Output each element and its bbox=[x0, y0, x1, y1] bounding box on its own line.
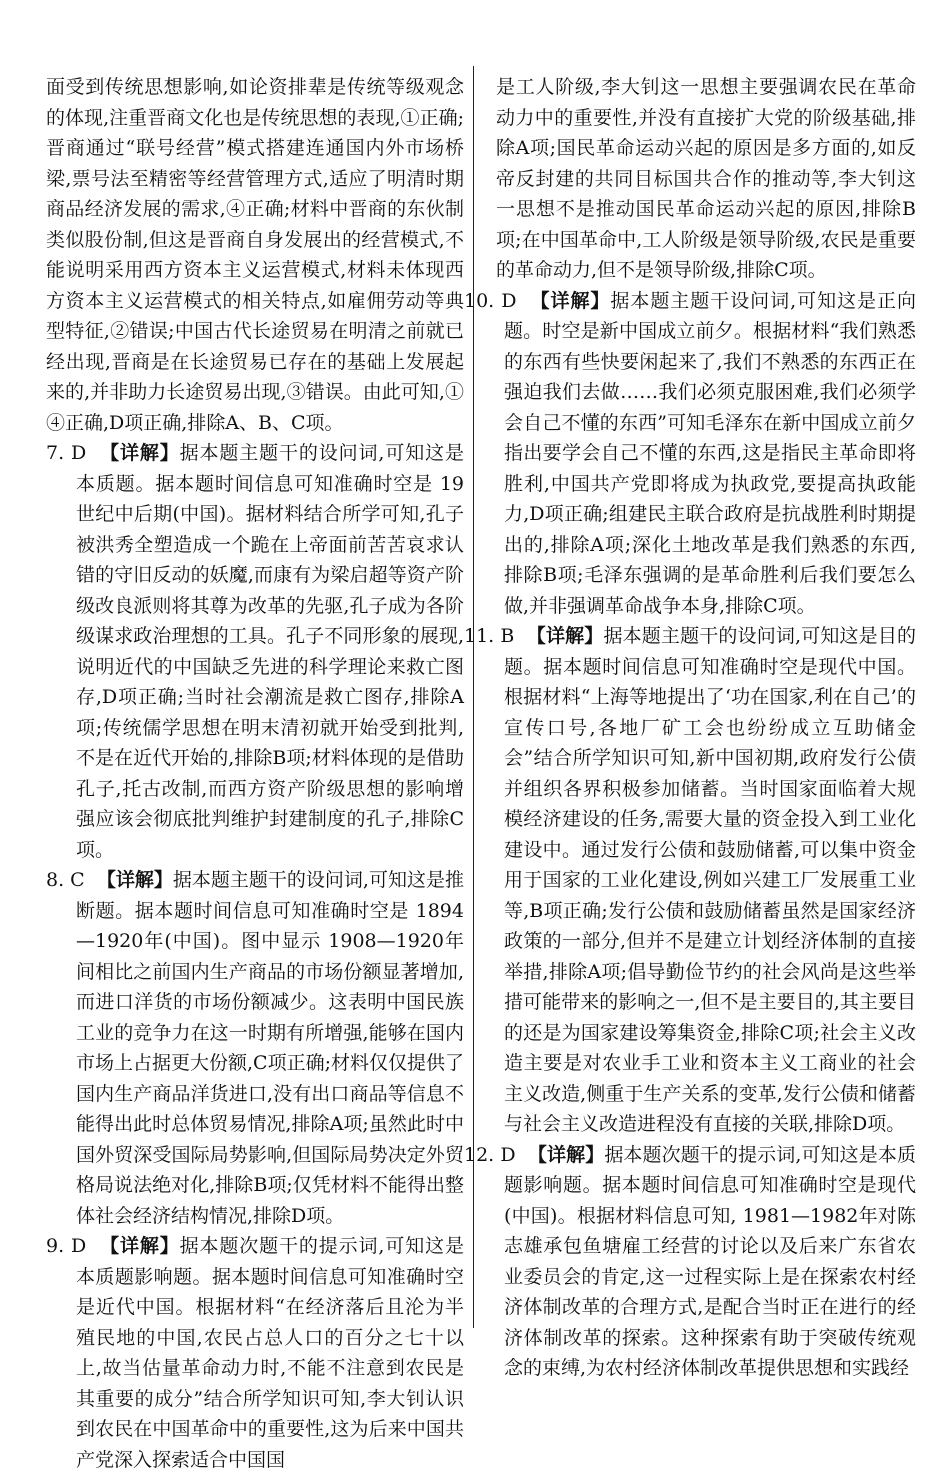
answer-number: 12. D bbox=[464, 1143, 516, 1166]
answer-item-12-body bbox=[464, 1140, 916, 1384]
answer-item-7-body bbox=[46, 438, 464, 865]
answer-number: 11. B bbox=[464, 625, 515, 647]
right-column bbox=[464, 72, 916, 1384]
answer-item-9-body bbox=[46, 1231, 464, 1475]
answer-text: 据本题次题干的提示词,可知这是本质题影响题。据本题时间信息可知准确时空是近代中国。根据材料“在经济落后且沦为半殖民地的中国,农民占总人口的百分之七十以上,故当估量革命动力时,不能不注意到农民是其重要的成分”结合所学知识可知,李大钊认识到农民在中国革命中的重要性,这为后来中国共产党深入探索适合中国国 bbox=[76, 1235, 464, 1471]
answer-text: 据本题主题干的设问词,可知这是目的题。据本题时间信息可知准确时空是现代中国。根据材料“上海等地提出了‘功在国家,利在自己’的宣传口号,各地厂矿工会也纷纷成立互助储金会”结合所学知识可知,新中国初期,政府发行公债并组织各界积极参加储蓄。当时国家面临着大规模经济建设的任务,需要大量的资金投入到工业化建设中。通过发行公债和鼓励储蓄,可以集中资金用于国家的工业化建设,例如兴建工厂发展重工业等,B项正确;发行公债和鼓励储蓄虽然是国家经济政策的一部分,但并不是建立计划经济体制的直接举措,排除A项;倡导勤俭节约的社会风尚是这些举措可能带来的影响之一,但不是主要目的,其主要目的还是为国家建设筹集资金,排除C项;社会主义改造主要是对农业手工业和资本主义工商业的社会主义改造,侧重于生产关系的变革,发行公债和储蓄与社会主义改造进程没有直接的关联,排除D项。 bbox=[504, 625, 916, 1135]
answer-item-10 bbox=[464, 286, 916, 622]
detail-tag: 【详解】 bbox=[96, 869, 173, 891]
answer-item-8 bbox=[34, 865, 464, 1231]
answer-number: 8. C bbox=[46, 869, 85, 891]
right-continuation-paragraph: 是工人阶级,李大钊这一思想主要强调农民在革命动力中的重要性,并没有直接扩大党的阶级基础,排除A项;国民革命运动兴起的原因是多方面的,如反帝反封建的共同目标国共合作的推动等,李大钊这一思想不是推动国民革命运动兴起的原因,排除B项;在中国革命中,工人阶级是领导阶级,农民是重要的革命动力,但不是领导阶级,排除C项。 bbox=[496, 76, 916, 281]
answer-item-11 bbox=[464, 621, 916, 1140]
answer-text: 据本题主题干设问词,可知这是正向题。时空是新中国成立前夕。根据材料“我们熟悉的东西有些快要闲起来了,我们不熟悉的东西正在强迫我们去做……我们必须克服困难,我们必须学会自己不懂的东西”可知毛泽东在新中国成立前夕指出要学会自己不懂的东西,这是指民主革命即将胜利,中国共产党即将成为执政党,要提高执政能力,D项正确;组建民主联合政府是抗战胜利时期提出的,排除A项;深化土地改革是我们熟悉的东西,排除B项;毛泽东强调的是革命胜利后我们要怎么做,并非强调革命战争本身,排除C项。 bbox=[504, 289, 916, 617]
answer-item-7 bbox=[34, 438, 464, 865]
answer-item-11-body bbox=[464, 621, 916, 1140]
detail-tag: 【详解】 bbox=[100, 1235, 180, 1257]
answer-text: 据本题次题干的提示词,可知这是本质题影响题。据本题时间信息可知准确时空是现代(中国)。根据材料信息可知, 1981—1982年对陈志雄承包鱼塘雇工经营的讨论以及后来广东省农业委员会的肯定,这一过程实际上是在探索农村经济体制改革的合理方式,是配合当时正在进行的经济体制改革的探索。这种探索有助于突破传统观念的束缚,为农村经济体制改革提供思想和实践经 bbox=[504, 1143, 916, 1379]
answer-number: 7. D bbox=[46, 442, 87, 464]
answer-item-9 bbox=[34, 1231, 464, 1475]
answer-text: 据本题主题干的设问词,可知这是本质题。据本题时间信息可知准确时空是 19世纪中后期(中国)。据材料结合所学可知,孔子被洪秀全塑造成一个跪在上帝面前苦苦哀求认错的守旧反动的妖魔,而康有为梁启超等资产阶级改良派则将其尊为改革的先驱,孔子成为各阶级谋求政治理想的工具。孔子不同形象的展现,说明近代的中国缺乏先进的科学理论来救亡图存,D项正确;当时社会潮流是救亡图存,排除A项;传统儒学思想在明末清初就开始受到批判,不是在近代开始的,排除B项;材料体现的是借助孔子,托古改制,而西方资产阶级思想的影响增强应该会彻底批判维护封建制度的孔子,排除C项。 bbox=[76, 442, 464, 861]
left-column bbox=[34, 72, 464, 1475]
left-continuation-paragraph: 面受到传统思想影响,如论资排辈是传统等级观念的体现,注重晋商文化也是传统思想的表现,①正确;晋商通过“联号经营”模式搭建连通国内外市场桥梁,票号法至精密等经营管理方式,适应了明清时期商品经济发展的需求,④正确;材料中晋商的东伙制类似股份制,但这是晋商自身发展出的经营模式,不能说明采用西方资本主义运营模式,材料未体现西方资本主义运营模式的相关特点,如雇佣劳动等典型特征,②错误;中国古代长途贸易在明清之前就已经出现,晋商是在长途贸易已存在的基础上发展起来的,并非助力长途贸易出现,③错误。由此可知,①④正确,D项正确,排除A、B、C项。 bbox=[46, 76, 464, 434]
answer-item-8-body bbox=[46, 865, 464, 1231]
answer-number: 10. D bbox=[464, 289, 517, 312]
column-divider bbox=[473, 66, 474, 1328]
answer-number: 9. D bbox=[46, 1235, 87, 1257]
detail-tag: 【详解】 bbox=[530, 289, 611, 312]
answer-text: 据本题主题干的设问词,可知这是推断题。据本题时间信息可知准确时空是 1894—1920年(中国)。图中显示 1908—1920年间相比之前国内生产商品的市场份额显著增加,而进口洋货的市场份额减少。这表明中国民族工业的竞争力在这一时期有所增强,能够在国内市场上占据更大份额,C项正确;材料仅仅提供了国内生产商品洋货进口,没有出口商品等信息不能得出此时总体贸易情况,排除A项;虽然此时中国外贸深受国际局势影响,但国际局势决定外贸格局说法绝对化,排除B项;仅凭材料不能得出整体社会经济结构情况,排除D项。 bbox=[76, 869, 464, 1227]
detail-tag: 【详解】 bbox=[527, 1143, 605, 1166]
answer-item-10-body bbox=[464, 286, 916, 622]
detail-tag: 【详解】 bbox=[526, 625, 604, 647]
answer-item-12 bbox=[464, 1140, 916, 1384]
detail-tag: 【详解】 bbox=[100, 442, 180, 464]
